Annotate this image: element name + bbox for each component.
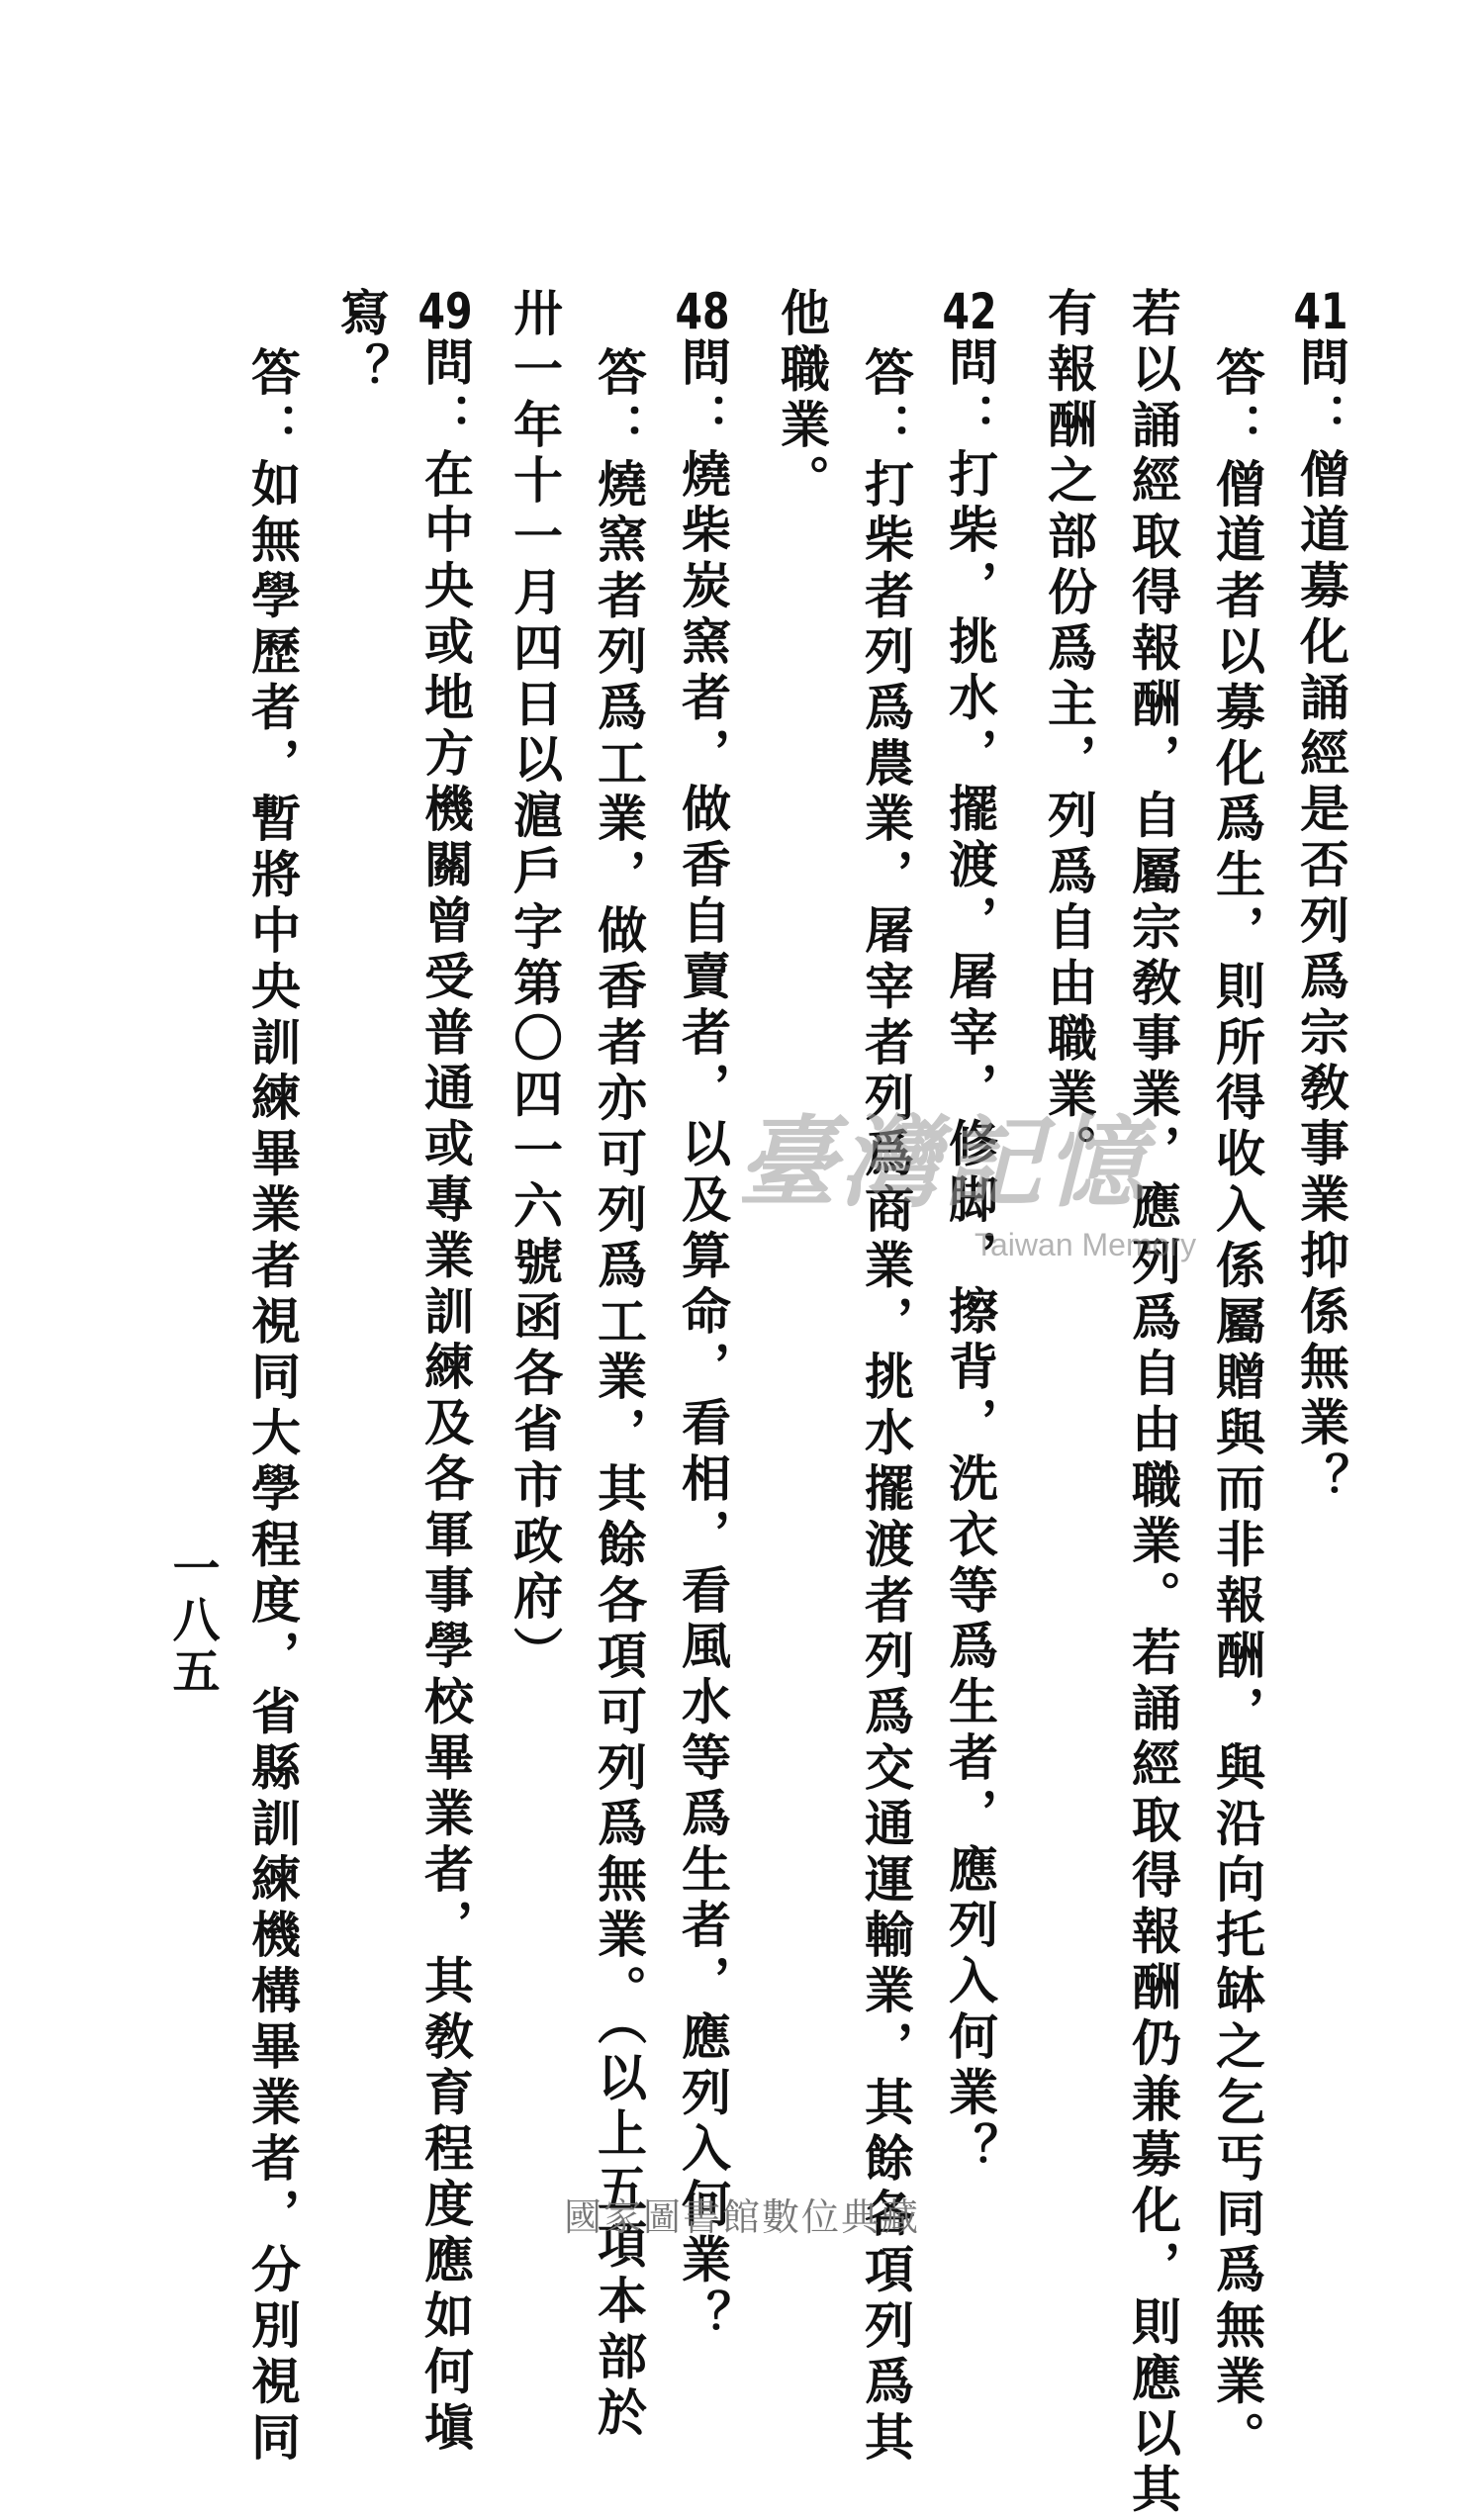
- question-number: 41: [1293, 287, 1348, 336]
- column-text: 答：打柴者列爲農業，屠宰者列爲商業，挑水擺渡者列爲交通運輸業，其餘各項列爲其: [857, 346, 915, 2468]
- text-column-8: [673, 287, 732, 2345]
- text-column-5: [940, 287, 999, 2178]
- footer-credit: 國家圖書館數位典藏: [563, 2195, 920, 2239]
- column-text: 寫？: [332, 287, 391, 399]
- text-column-3: [1123, 287, 1182, 2519]
- text-column-11: [416, 287, 475, 2457]
- column-text: 答：燒窯者列爲工業，做香者亦可列爲工業，其餘各項可列爲無業。（以上五項本部於: [590, 346, 648, 2443]
- text-column-1: [1291, 287, 1350, 1508]
- column-text: 有報酬之部份爲主，列爲自由職業。: [1040, 287, 1098, 1180]
- question-number: 49: [417, 287, 473, 336]
- column-text: 若以誦經取得報酬，自屬宗敎事業，應列爲自由職業。若誦經取得報酬仍兼募化，則應以其: [1124, 287, 1182, 2519]
- text-column-6: [856, 346, 915, 2467]
- column-text: 答：僧道者以募化爲生，則所得收入係屬贈與而非報酬，與沿向托缽之乞丐同爲無業。: [1208, 346, 1266, 2468]
- question-number: 42: [942, 287, 997, 336]
- page-number: 一八五: [164, 1543, 220, 1698]
- text-column-7: [772, 287, 831, 511]
- text-column-9: [589, 346, 648, 2442]
- column-text: 問：僧道募化誦經是否列爲宗敎事業抑係無業？: [1292, 336, 1350, 1509]
- column-text: 問：燒柴炭窯者，做香自賣者，以及算命，看相，看風水等爲生者，應列入何業？: [674, 336, 732, 2346]
- column-text: 問：打柴，挑水，擺渡，屠宰，修脚，擦背，洗衣等爲生者，應列入何業？: [941, 336, 999, 2179]
- column-text: 答：如無學歷者，暫將中央訓練畢業者視同大學程度，省縣訓練機構畢業者，分別視同: [243, 346, 302, 2468]
- text-column-2: [1207, 346, 1266, 2467]
- text-column-4: [1039, 287, 1098, 1179]
- text-column-12: [331, 287, 391, 399]
- column-text: 問：在中央或地方機關曾受普通或專業訓練及各軍事學校畢業者，其敎育程度應如何塡: [417, 336, 475, 2458]
- watermark-english: Taiwan Memory: [974, 1227, 1197, 1262]
- question-number: 48: [675, 287, 730, 336]
- text-column-13: [242, 346, 302, 2467]
- text-column-10: [505, 287, 564, 1682]
- column-text: 他職業。: [773, 287, 831, 511]
- watermark-chinese: 臺灣記憶: [737, 1104, 1149, 1221]
- column-text: 卅一年十一月四日以滬戶字第〇四一六號函各省市政府）: [506, 287, 564, 1682]
